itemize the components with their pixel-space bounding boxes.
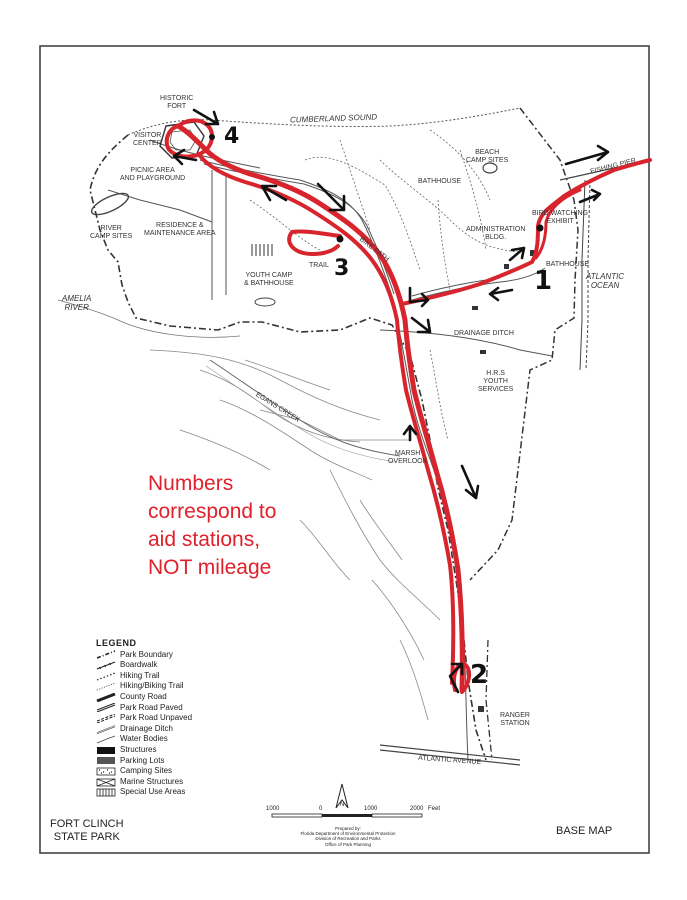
heavy-road-icon <box>96 693 116 702</box>
legend-item <box>96 650 192 661</box>
grey-block-icon <box>96 756 116 765</box>
aid-station-3-marker <box>337 236 344 243</box>
legend-item <box>96 703 192 714</box>
scale-tick-label: 0 <box>319 806 323 812</box>
sheet-title: BASE MAP <box>556 825 613 837</box>
park-boundary-ranger <box>486 640 492 760</box>
legend-label: Special Use Areas <box>120 787 186 797</box>
legend-item <box>96 777 192 788</box>
double-dashed-line-icon <box>96 714 116 723</box>
legend-item <box>96 787 192 798</box>
legend-item <box>96 671 192 682</box>
legend-item <box>96 766 192 777</box>
credits-line: Division of Recreation and Parks <box>315 836 381 842</box>
dotted-line-icon <box>96 672 116 681</box>
fishing-pier-label: FISHING PIER <box>589 157 637 176</box>
credits-block <box>288 826 408 847</box>
historic-fort-label: HISTORIC FORT <box>160 95 194 110</box>
north-label: N <box>340 802 345 808</box>
arrow-icon <box>566 146 608 164</box>
credits-line: Office of Park Planning <box>325 841 371 847</box>
note-line: correspond to <box>148 500 277 523</box>
legend-item <box>96 713 192 724</box>
race-route <box>167 120 650 692</box>
legend-label: Structures <box>120 744 157 754</box>
legend-item <box>96 745 192 756</box>
marsh-overlook-label: MARSH OVERLOOK <box>388 450 428 465</box>
legend-item <box>96 660 192 671</box>
dash-dot-line-icon <box>96 650 116 659</box>
residence-label: RESIDENCE & MAINTENANCE AREA <box>144 222 216 237</box>
administration-label: ADMINISTRATION BLDG. <box>466 226 526 241</box>
hrs-youth-label: H.R.S YOUTH SERVICES <box>478 370 514 393</box>
aid-station-note <box>148 470 318 582</box>
arrow-icon <box>510 248 524 260</box>
thin-double-line-icon <box>96 725 116 734</box>
legend-label: Park Boundary <box>120 649 173 659</box>
beach-camp-sites-label: BEACH CAMP SITES <box>466 149 509 164</box>
scale-tick-label: 2000 <box>410 806 424 812</box>
legend-item <box>96 681 192 692</box>
boardwalk-line-icon <box>96 661 116 670</box>
direction-arrows <box>174 110 608 692</box>
legend-label: Hiking/Biking Trail <box>120 681 184 691</box>
ranger-station-label: RANGER STATION <box>500 712 530 727</box>
atlantic-ocean-label: ATLANTIC OCEAN <box>586 272 625 290</box>
youth-camp-pool <box>255 298 275 306</box>
legend-label: Drainage Ditch <box>120 723 173 733</box>
legend-label: Hiking Trail <box>120 670 160 680</box>
credits-line: Florida Department of Environmental Protection <box>300 831 396 837</box>
scale-unit-label: Feet <box>428 806 441 812</box>
route-station-3-loop <box>289 231 340 254</box>
bike-path-label: BIKE PATH <box>357 235 391 264</box>
legend-label: Camping Sites <box>120 766 173 776</box>
structures <box>472 250 536 712</box>
route-main-outbound <box>178 126 462 690</box>
hatched-block-icon <box>96 788 116 797</box>
note-line: Numbers <box>148 472 234 495</box>
fine-dotted-line-icon <box>96 682 116 691</box>
scale-tick-label: 1000 <box>266 806 280 812</box>
note-line: aid stations, <box>148 528 261 551</box>
aid-station-4-marker <box>209 134 215 140</box>
youth-camp-label: YOUTH CAMP & BATHHOUSE <box>244 272 294 287</box>
legend-label: Parking Lots <box>120 755 165 765</box>
legend-item <box>96 724 192 735</box>
legend-label: Park Road Unpaved <box>120 713 193 723</box>
legend <box>96 638 192 798</box>
legend-title: LEGEND <box>96 638 137 648</box>
route-station-4-loop <box>167 120 212 156</box>
ocean-shoreline <box>580 180 585 370</box>
legend-label: Park Road Paved <box>120 702 183 712</box>
cross-block-icon <box>96 778 116 787</box>
egans-creek <box>210 360 400 456</box>
stipple-block-icon <box>96 767 116 776</box>
legend-label: Water Bodies <box>120 734 168 744</box>
legend-item <box>96 692 192 703</box>
aid-station-2-number: 2 <box>470 660 489 690</box>
legend-item <box>96 734 192 745</box>
special-use-area <box>252 244 272 256</box>
legend-label: Boardwalk <box>120 660 158 670</box>
scale-bar <box>272 814 422 817</box>
aid-station-1-number: 1 <box>534 266 553 296</box>
aid-station-3-number: 3 <box>334 256 350 281</box>
nature-trail-label: TRAIL <box>309 262 329 269</box>
park-name: FORT CLINCH STATE PARK <box>50 818 124 843</box>
credits-line: Prepared by: <box>335 826 361 831</box>
bathhouse-north-label: BATHHOUSE <box>418 178 462 185</box>
legend-label: Marine Structures <box>120 776 184 786</box>
scale-tick-label: 1000 <box>364 806 378 812</box>
arrow-icon <box>462 466 478 498</box>
solid-block-icon <box>96 746 116 755</box>
aid-station-4-number: 4 <box>224 124 240 149</box>
arrow-icon <box>412 318 430 332</box>
arrow-icon <box>262 186 286 200</box>
river-camp-sites-label: RIVER CAMP SITES <box>90 225 133 240</box>
egans-creek-bank <box>206 366 396 462</box>
visitor-center-label: VISITOR CENTER <box>133 132 162 147</box>
double-line-icon <box>96 703 116 712</box>
bird-watching-label: BIRD WATCHING EXHIBIT <box>532 210 588 225</box>
picnic-area-label: PICNIC AREA AND PLAYGROUND <box>120 167 186 182</box>
atlantic-avenue-label: ATLANTIC AVENUE <box>417 754 482 767</box>
legend-label: County Road <box>120 691 167 701</box>
park-boundary-east <box>470 108 578 580</box>
legend-item <box>96 756 192 767</box>
egans-creek-label: EGANS CREEK <box>254 391 301 424</box>
bathhouse-east-label: BATHHOUSE <box>546 261 590 268</box>
amelia-river-label: AMELIA RIVER <box>62 294 92 312</box>
drainage-ditch-label: DRAINAGE DITCH <box>454 330 514 337</box>
river-camp-sites <box>89 189 131 219</box>
water-outline-icon <box>96 735 116 744</box>
note-line: NOT mileage <box>148 556 272 579</box>
arrow-icon <box>490 288 512 300</box>
cumberland-sound-label: CUMBERLAND SOUND <box>289 112 378 125</box>
